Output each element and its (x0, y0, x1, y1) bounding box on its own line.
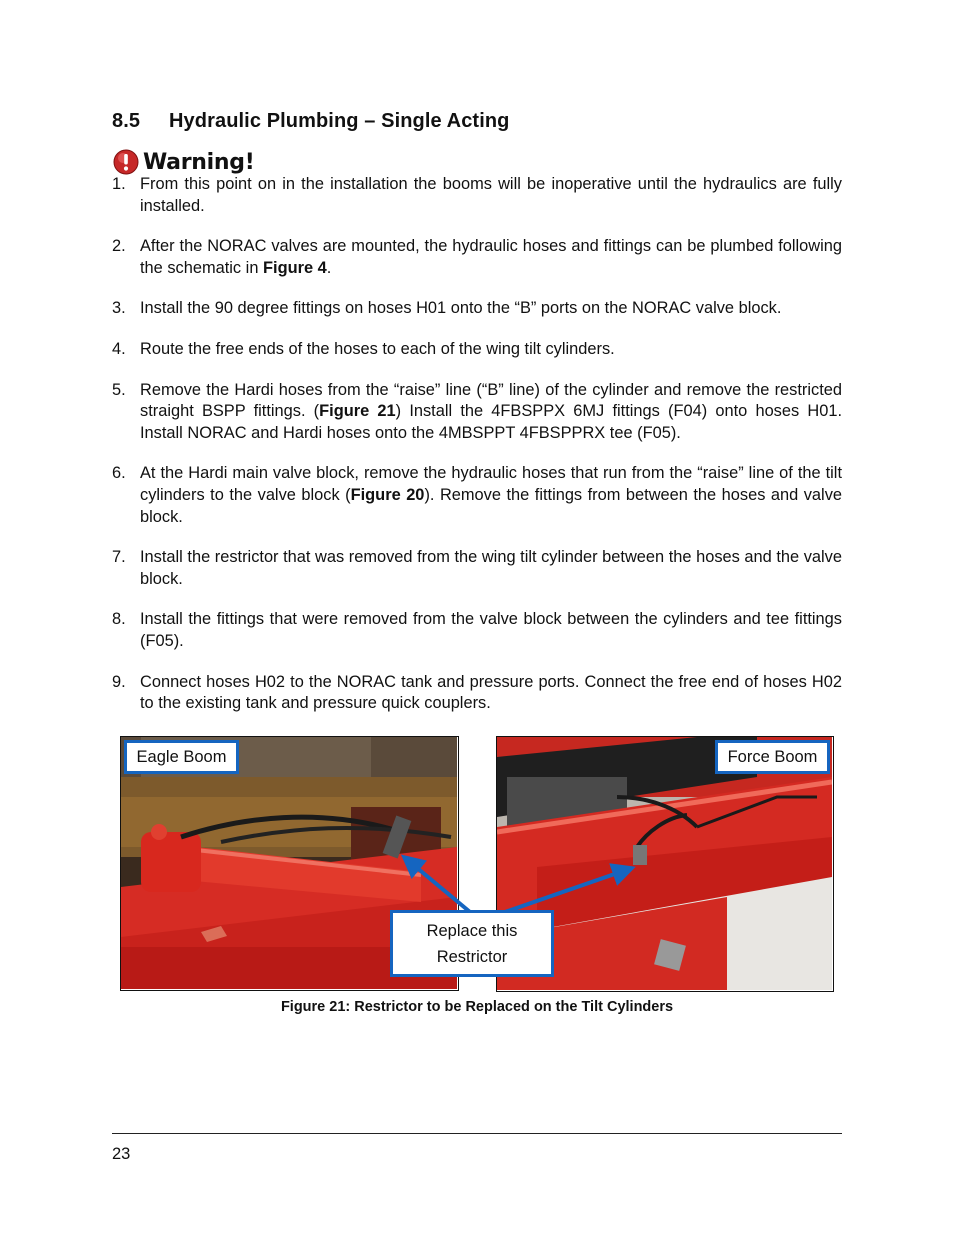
figure-reference: Figure 4 (263, 258, 327, 277)
text-run: From this point on in the installation the booms will be inoperative until the hydraulics are fully installed. (140, 175, 842, 215)
callout-arrow-left (404, 857, 470, 912)
page-number: 23 (112, 1145, 131, 1163)
text-run: Route the free ends of the hoses to each of the wing tilt cylinders. (140, 339, 615, 358)
text-run: Install the restrictor that was removed from the wing tilt cylinder between the hoses and the valve block. (140, 548, 842, 588)
list-item-number: 9. (112, 672, 126, 691)
section-title: Hydraulic Plumbing – Single Acting (169, 110, 510, 132)
list-item-number: 1. (112, 175, 126, 193)
list-item-number: 6. (112, 464, 126, 483)
figure-reference: Figure 21 (319, 402, 396, 421)
force-boom-label: Force Boom (715, 740, 830, 774)
text-run: At the Hardi main valve block, remove the hydraulic hoses that run from the “raise” line of the tilt cylinders to the valve block ( (140, 464, 842, 504)
callout-line-1: Replace this (426, 921, 518, 940)
text-run: ) Install the 4FBSPPX 6MJ fittings (F04) onto hoses H01. Install NORAC and Hardi hoses onto the 4MBSPPT 4FBSPPRX tee (F05). (140, 402, 843, 442)
list-item-number: 7. (112, 548, 126, 567)
callout-line-2: Restrictor (436, 947, 508, 966)
text-run: . (326, 258, 332, 277)
text-run: ). Remove the fittings from between the hoses and valve block. (140, 485, 843, 526)
list-item-number: 2. (112, 237, 126, 256)
list-item-number: 3. (112, 299, 126, 318)
text-run: After the NORAC valves are mounted, the hydraulic hoses and fittings can be plumbed following the schematic in (140, 237, 842, 277)
text-run: Install the 90 degree fittings on hoses H01 onto the “B” ports on the NORAC valve block. (140, 299, 782, 318)
text-run: Install the fittings that were removed from the valve block between the cylinders and tee fittings (F05). (140, 610, 842, 650)
figure-caption: Figure 21: Restrictor to be Replaced on the Tilt Cylinders (280, 999, 674, 1015)
text-run: Connect hoses H02 to the NORAC tank and pressure ports. Connect the free end of hoses H02 to the existing tank and pressure quick couplers. (140, 672, 842, 713)
list-item-number: 8. (112, 610, 126, 629)
warning-label: Warning! (143, 149, 255, 175)
list-item-number: 4. (112, 339, 126, 358)
figure-reference: Figure 20 (350, 485, 425, 504)
footer-divider (112, 1133, 842, 1134)
section-number: 8.5 (112, 110, 141, 132)
list-item-number: 5. (112, 380, 126, 399)
restrictor-callout (390, 910, 554, 977)
callout-arrow-right (505, 868, 632, 912)
eagle-boom-label: Eagle Boom (124, 740, 239, 774)
text-run: Remove the Hardi hoses from the “raise” line (“B” line) of the cylinder and remove the restricted straight BSPP fittings. ( (140, 380, 842, 421)
